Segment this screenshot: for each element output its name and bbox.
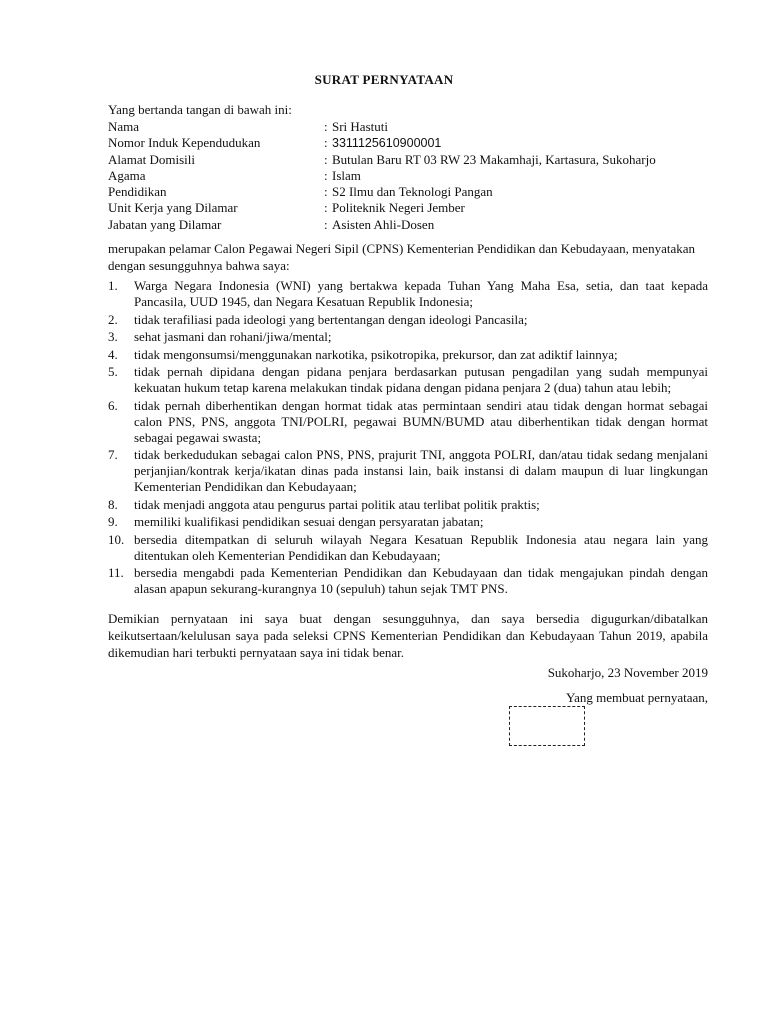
list-item [108, 532, 708, 564]
list-text: tidak terafiliasi pada ideologi yang bertentangan dengan ideologi Pancasila; [134, 311, 528, 327]
list-item [108, 347, 708, 363]
closing-paragraph: Demikian pernyataan ini saya buat dengan sesungguhnya, dan saya bersedia digugurkan/dibatalkan keikutsertaan/kelulusan saya pada seleksi CPNS Kementerian Pendidikan dan Kebudayaan Tahun 2019, apabila dikemudian hari terbukti pernyataan saya ini tidak benar. [108, 611, 708, 660]
list-text: bersedia mengabdi pada Kementerian Pendidikan dan Kebudayaan dan tidak mengajukan pindah dengan alasan apapun sekurang-kurangnya 10 (sepuluh) tahun sejak TMT PNS. [134, 565, 708, 596]
list-item [108, 278, 708, 310]
field-row-nik [108, 135, 728, 151]
field-row-nama [108, 119, 728, 135]
list-number: 2. [108, 311, 118, 327]
list-item [108, 312, 708, 328]
list-number: 10. [108, 531, 125, 547]
list-text: tidak menjadi anggota atau pengurus partai politik atau terlibat politik praktis; [134, 496, 540, 512]
field-label: Agama [108, 167, 146, 183]
place-date: Sukoharjo, 23 November 2019 [547, 665, 708, 680]
list-text: sehat jasmani dan rohani/jiwa/mental; [134, 329, 332, 344]
field-row-agama [108, 168, 728, 184]
identity-fields [108, 119, 728, 233]
list-number: 6. [108, 397, 118, 413]
field-label: Alamat Domisili [108, 151, 196, 167]
field-value: Asisten Ahli-Dosen [332, 216, 435, 232]
field-separator: : [324, 216, 328, 232]
field-value: Politeknik Negeri Jember [332, 200, 465, 216]
field-value: S2 Ilmu dan Teknologi Pangan [332, 184, 493, 200]
field-label: Unit Kerja yang Dilamar [108, 200, 238, 216]
list-number: 3. [108, 329, 118, 344]
field-label: Nomor Induk Kependudukan [108, 135, 261, 151]
field-separator: : [324, 184, 328, 200]
field-row-alamat [108, 152, 728, 168]
list-item [108, 364, 708, 396]
list-item [108, 329, 708, 345]
list-number: 4. [108, 346, 118, 362]
list-number: 7. [108, 447, 118, 462]
document-title: SURAT PERNYATAAN [314, 72, 454, 87]
field-value: Butulan Baru RT 03 RW 23 Makamhaji, Kartasura, Sukoharjo [332, 151, 656, 167]
statement-paragraph: merupakan pelamar Calon Pegawai Negeri Sipil (CPNS) Kementerian Pendidikan dan Kebudayaan, menyatakan dengan sesungguhnya bahwa saya: [108, 241, 695, 273]
signature-box [509, 706, 585, 746]
field-label: Nama [108, 119, 140, 134]
list-item [108, 565, 708, 597]
field-row-jabatan [108, 217, 728, 233]
field-row-unit-kerja [108, 200, 728, 216]
list-text: tidak mengonsumsi/menggunakan narkotika, psikotropika, prekursor, dan zat adiktif lainnya; [134, 346, 618, 362]
list-number: 1. [108, 278, 118, 293]
field-separator: : [324, 200, 328, 216]
field-separator: : [324, 119, 328, 134]
intro-text: Yang bertanda tangan di bawah ini: [108, 102, 292, 117]
field-label: Pendidikan [108, 184, 167, 200]
field-row-pendidikan [108, 184, 728, 200]
field-separator: : [324, 167, 328, 183]
list-text: Warga Negara Indonesia (WNI) yang bertakwa kepada Tuhan Yang Maha Esa, setia, dan taat kepada Pancasila, UUD 1945, dan Negara Kesatuan Republik Indonesia; [134, 278, 708, 309]
list-text: tidak pernah dipidana dengan pidana penjara berdasarkan putusan pengadilan yang sudah mempunyai kekuatan hukum tetap karena melakukan tindak pidana dengan pidana penjara 2 (dua) tahun atau lebih; [134, 364, 708, 395]
list-text: memiliki kualifikasi pendidikan sesuai dengan persyaratan jabatan; [134, 514, 484, 529]
signatory-label: Yang membuat pernyataan, [565, 690, 708, 705]
field-label: Jabatan yang Dilamar [108, 216, 222, 232]
field-value: Islam [332, 167, 361, 183]
list-item [108, 447, 708, 495]
list-item [108, 514, 708, 530]
list-text: bersedia ditempatkan di seluruh wilayah Negara Kesatuan Republik Indonesia atau negara lain yang ditentukan oleh Kementerian Pendidikan dan Kebudayaan; [134, 531, 708, 563]
field-value: Sri Hastuti [332, 119, 388, 134]
list-text: tidak berkedudukan sebagai calon PNS, PNS, prajurit TNI, anggota POLRI, dan/atau tidak sedang menjalani perjanjian/kontrak kerja/ikatan dinas pada instansi lain, baik instansi di dalam maupun di luar lingkungan Kementerian Pendidikan dan Kebudayaan; [134, 447, 708, 494]
list-number: 8. [108, 496, 118, 512]
field-separator: : [324, 151, 328, 167]
list-item [108, 398, 708, 446]
list-number: 9. [108, 514, 118, 529]
field-separator: : [324, 135, 328, 151]
list-number: 5. [108, 364, 118, 379]
list-number: 11. [108, 565, 124, 580]
declaration-list [108, 278, 708, 599]
list-item [108, 497, 708, 513]
list-text: tidak pernah diberhentikan dengan hormat tidak atas permintaan sendiri atau tidak dengan hormat sebagai calon PNS, PNS, anggota TNI/POLRI, pegawai BUMN/BUMD atau diberhentikan tidak dengan hormat sebagai pegawai swasta; [134, 397, 708, 445]
field-value: 3311125610900001 [332, 136, 442, 151]
